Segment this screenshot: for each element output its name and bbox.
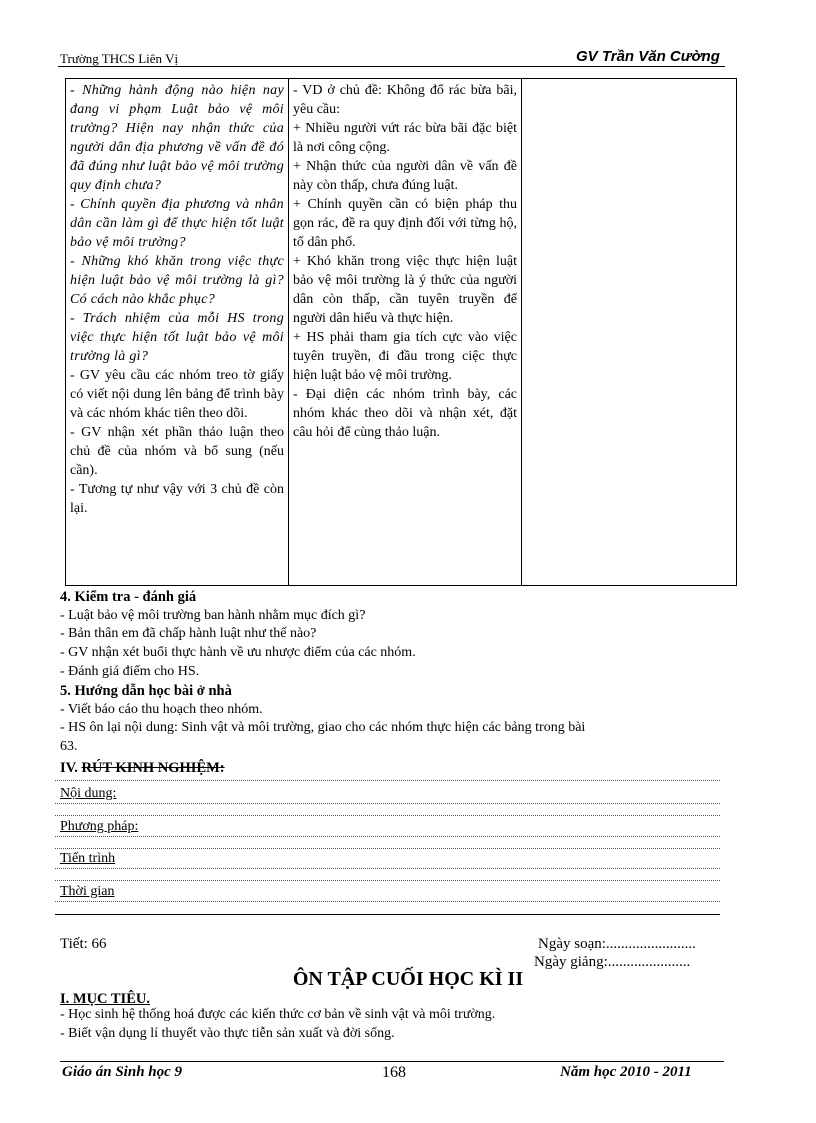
answer-6: + HS phải tham gia tích cực vào việc tuyên truyền, đi đầu trong ciệc thực hiện luật bảo vệ môi trường.: [293, 330, 517, 383]
section-iv-number: IV.: [60, 760, 78, 776]
section-5-line: 63.: [60, 739, 78, 754]
question-4: - Trách nhiệm của mỗi HS trong việc thực hiện tốt luật bảo vệ môi trường là gì?: [70, 311, 284, 364]
dotted-rule: [55, 780, 720, 781]
footer-year: Năm học 2010 - 2011: [560, 1064, 692, 1080]
student-activity-cell: [289, 79, 522, 586]
section-5-line: - Viết báo cáo thu hoạch theo nhóm.: [60, 702, 263, 717]
field-tien-trinh: Tiến trình: [60, 851, 116, 866]
activity-table: [65, 78, 737, 586]
dotted-rule: [55, 848, 720, 849]
section-5-line: - HS ôn lại nội dung: Sinh vật và môi trường, giao cho các nhóm thực hiện các bảng trong bài: [60, 720, 586, 735]
instruction-2: - GV nhận xét phần thảo luận theo chủ đề của nhóm và bổ sung (nếu cần).: [70, 425, 284, 478]
objective-heading: I. MỤC TIÊU.: [60, 991, 150, 1007]
answer-7: - Đại diện các nhóm trình bày, các nhóm khác theo dõi và nhận xét, đặt câu hỏi để cùng thảo luận.: [293, 387, 517, 440]
dotted-rule: [55, 803, 720, 804]
header-school: Trường THCS Liên Vị: [60, 51, 179, 66]
dotted-rule: [55, 815, 720, 816]
lesson-number: Tiết: 66: [60, 936, 107, 952]
section-iv-heading: [60, 760, 225, 777]
section-iv-title: RÚT KINH NGHIỆM:: [81, 760, 225, 776]
question-1: - Những hành động nào hiện nay đang vi phạm Luật bảo vệ môi trường? Hiện nay nhận thức của người dân địa phương về vấn đề đó đã đúng như luật bảo vệ môi trường quy định chưa?: [70, 83, 284, 193]
section-4-line: - Đánh giá điểm cho HS.: [60, 664, 200, 679]
dotted-rule: [55, 901, 720, 902]
page-number: 168: [382, 1064, 406, 1081]
answer-1: - VD ở chủ đề: Không đổ rác bừa bãi, yêu cầu:: [293, 83, 517, 117]
table-row: [66, 79, 737, 586]
date-taught: Ngày giảng:......................: [534, 954, 691, 970]
date-prepared: Ngày soạn:........................: [538, 936, 696, 952]
section-separator: [55, 914, 720, 915]
footer-subject: Giáo án Sinh học 9: [62, 1064, 183, 1080]
question-3: - Những khó khăn trong việc thực hiện luật bảo vệ môi trường là gì? Có cách nào khắc phục?: [70, 254, 284, 307]
header-rule: [58, 66, 725, 67]
question-2: - Chính quyền địa phương và nhân dân cần làm gì để thực hiện tốt luật bảo vệ môi trường?: [70, 197, 284, 250]
footer-rule: [60, 1061, 724, 1062]
objective-line: - Biết vận dụng lí thuyết vào thực tiễn sản xuất và đời sống.: [60, 1026, 395, 1041]
header-teacher: GV Trần Văn Cường: [576, 48, 720, 65]
field-noi-dung: Nội dung:: [60, 786, 117, 801]
instruction-3: - Tương tự như vậy với 3 chủ đề còn lại.: [70, 482, 284, 516]
objective-line: - Học sinh hệ thống hoá được các kiến thức cơ bản về sinh vật và môi trường.: [60, 1007, 496, 1022]
dotted-rule: [55, 836, 720, 837]
instruction-1: - GV yêu cầu các nhóm treo tờ giấy có viết nội dung lên bảng để trình bày và các nhóm khác tiên theo dõi.: [70, 368, 284, 421]
notes-cell: [522, 79, 737, 586]
field-thoi-gian: Thời gian: [60, 884, 115, 899]
section-5-heading: 5. Hướng dẫn học bài ở nhà: [60, 683, 232, 699]
teacher-activity-cell: [66, 79, 289, 586]
answer-2: + Nhiều người vứt rác bừa bãi đặc biệt là nơi công cộng.: [293, 121, 517, 155]
lesson-title: ÔN TẬP CUỐI HỌC KÌ II: [292, 968, 524, 990]
answer-5: + Khó khăn trong việc thực hiện luật bảo vệ môi trường là ý thức của người dân còn thấp, cần tuyên truyền để người dân hiểu và thực hiện.: [293, 254, 517, 326]
dotted-rule: [55, 868, 720, 869]
field-phuong-phap: Phương pháp:: [60, 819, 139, 834]
section-4-line: - Bản thân em đã chấp hành luật như thế nào?: [60, 626, 317, 641]
section-4-line: - GV nhận xét buổi thực hành về ưu nhược điểm của các nhóm.: [60, 645, 416, 660]
answer-4: + Chính quyền cần có biện pháp thu gọn rác, đề ra quy định đối với từng hộ, tổ dân phố.: [293, 197, 517, 250]
section-4-heading: 4. Kiểm tra - đánh giá: [60, 589, 197, 605]
answer-3: + Nhận thức của người dân về vấn đề này còn thấp, chưa đúng luật.: [293, 159, 517, 193]
dotted-rule: [55, 880, 720, 881]
section-4-line: - Luật bảo vệ môi trường ban hành nhằm mục đích gì?: [60, 608, 366, 623]
